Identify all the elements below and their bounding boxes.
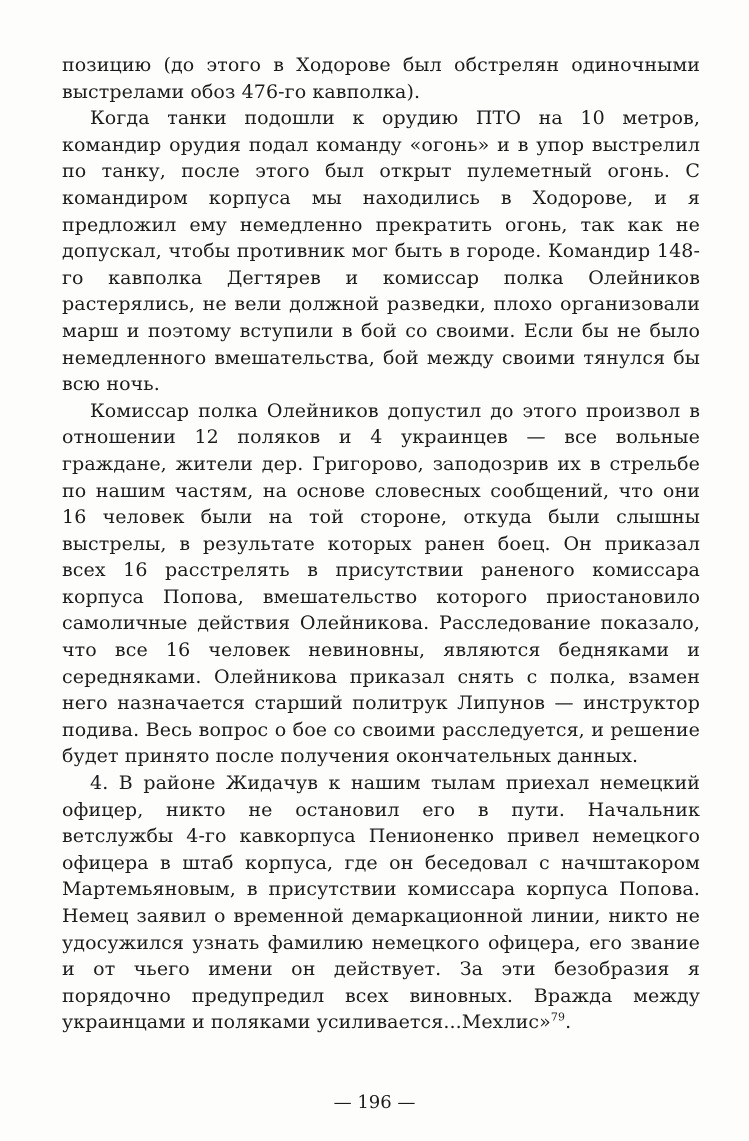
document-page [62, 52, 700, 1036]
paragraph-4-text: 4. В районе Жидачув к нашим тылам приехал немецкий офицер, никто не остановил его в пути. Начальник ветслужбы 4-го кавкорпуса Пенионенко привел немецкого офицера в штаб корпуса, где он беседовал с начштакором Мартемьяновым, в присутствии комиссара корпуса Попова. Немец заявил о временной демаркационной линии, никто не удосужился узнать фамилию немецкого офицера, его звание и от чьего имени он действует. За эти безобразия я порядочно предупредил всех виновных. Вражда между украинцами и поляками усиливается...Мехлис» [62, 772, 700, 1034]
footnote-reference[interactable]: 79 [550, 1011, 566, 1025]
paragraph-3: Комиссар полка Олейников допустил до этого произвол в отношении 12 поляков и 4 украинцев — все вольные граждане, жители дер. Григорово, заподозрив их в стрельбе по нашим частям, на основе словесных сообщений, что они 16 человек были на той стороне, откуда были слышны выстрелы, в результате которых ранен боец. Он приказал всех 16 расстрелять в присутствии раненого комиссара корпуса Попова, вмешательство которого приостановило самоличные действия Олейникова. Расследование показало, что все 16 человек невиновны, являются бедняками и середняками. Олейникова приказал снять с полка, взамен него назначается старший политрук Липунов — инструктор подива. Весь вопрос о бое со своими расследуется, и решение будет принято после получения окончательных данных. [62, 399, 700, 768]
paragraph-2: Когда танки подошли к орудию ПТО на 10 метров, командир орудия подал команду «огонь» и в упор выстрелил по танку, после этого был открыт пулеметный огонь. С командиром корпуса мы находились в Ходорове, и я предложил ему немедленно прекратить огонь, так как не допускал, чтобы противник мог быть в городе. Командир 148-го кавполка Дегтярев и комиссар полка Олейников растерялись, не вели должной разведки, плохо организовали марш и поэтому вступили в бой со своими. Если бы не было немедленного вмешательства, бой между своими тянулся бы всю ночь. [62, 107, 700, 396]
paragraph-4: 4. В районе Жидачув к нашим тылам приехал немецкий офицер, никто не остановил его в пути. Начальник ветслужбы 4-го кавкорпуса Пенионенко привел немецкого офицера в штаб корпуса, где он беседовал с начштакором Мартемьяновым, в присутствии комиссара корпуса Попова. Немец заявил о временной демаркационной линии, никто не удосужился узнать фамилию немецкого офицера, его звание и от чьего имени он действует. За эти безобразия я порядочно предупредил всех виновных. Вражда между украинцами и поляками усиливается...Мехлис»$^{79}$. [62, 772, 700, 1034]
paragraph-1: позицию (до этого в Ходорове был обстрелян одиночными выстрелами обоз 476-го кавполка). [62, 54, 700, 103]
page-number: — 196 — [333, 1092, 416, 1113]
